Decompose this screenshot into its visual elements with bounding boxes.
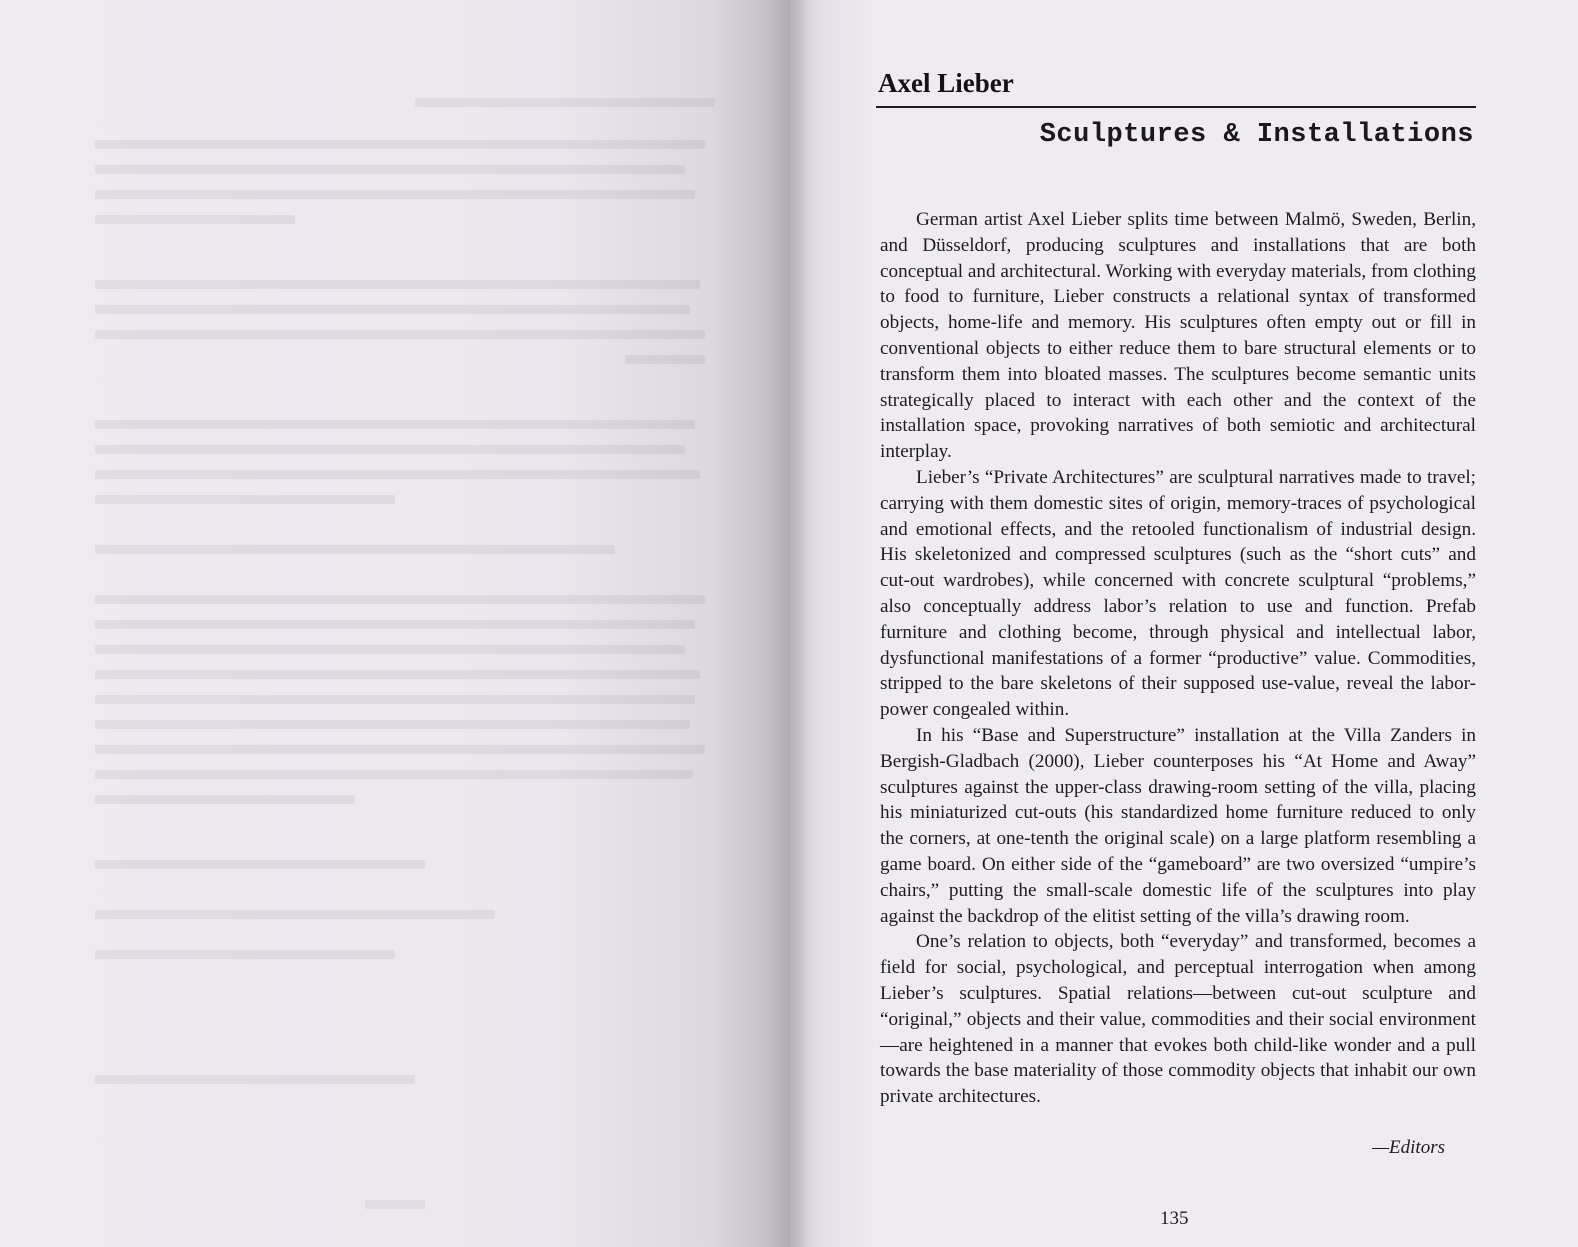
book-gutter (770, 0, 810, 1247)
editors-signature: —Editors (1372, 1137, 1445, 1158)
section-subtitle: Sculptures & Installations (1039, 120, 1474, 150)
paragraph: In his “Base and Superstructure” installation at the Villa Zanders in Bergish-Gladbach (2000), Lieber counterposes his “At Home and Away” sculptures against the upper-class drawing-room setting of the villa, placing his miniaturized cut-outs (his standardized home furniture reduced to only the corners, at one-tenth the original scale) on a large platform resembling a game board. On either side of the “gameboard” are two oversized “umpire’s chairs,” putting the small-scale domestic life of the sculptures into play against the backdrop of the elitist setting of the villa’s drawing room. (880, 724, 1476, 927)
article-body (880, 207, 1476, 1110)
bleedthrough-text (95, 90, 715, 1230)
paragraph: Lieber’s “Private Architectures” are sculptural narratives made to travel; carrying with them domestic sites of origin, memory-traces of psychological and emotional effects, and the retooled functionalism of industrial design. His skeletonized and compressed sculptures (such as the “short cuts” and cut-out wardrobes), while concerned with concrete sculptural “problems,” also conceptually address labor’s relation to use and function. Prefab furniture and clothing become, through physical and intellectual labor, dysfunctional manifestations of a former “productive” value. Commodities, stripped to the bare skeletons of their supposed use-value, reveal the labor-power congealed within. (880, 466, 1476, 721)
page-number: 135 (1160, 1208, 1189, 1229)
author-name: Axel Lieber (878, 68, 1014, 98)
paragraph: German artist Axel Lieber splits time between Malmö, Sweden, Berlin, and Düsseldorf, producing sculptures and installations that are both conceptual and architectural. Working with everyday materials, from clothing to food to furniture, Lieber constructs a relational syntax of transformed objects, home-life and memory. His sculptures often empty out or fill in conventional objects to either reduce them to bare structural elements or to transform them into bloated masses. The sculptures become semantic units strategically placed to interact with each other and the context of the installation space, provoking narratives of both semiotic and architectural interplay. (880, 209, 1476, 463)
header-rule (876, 106, 1476, 108)
paragraph: One’s relation to objects, both “everyday” and transformed, becomes a field for social, psychological, and perceptual interrogation when among Lieber’s sculptures. Spatial relations—between cut-out sculpture and “original,” objects and their value, commodities and their social environment—are heightened in a manner that evokes both child-like wonder and a pull towards the base materiality of those commodity objects that inhabit our own private architectures. (880, 931, 1476, 1108)
